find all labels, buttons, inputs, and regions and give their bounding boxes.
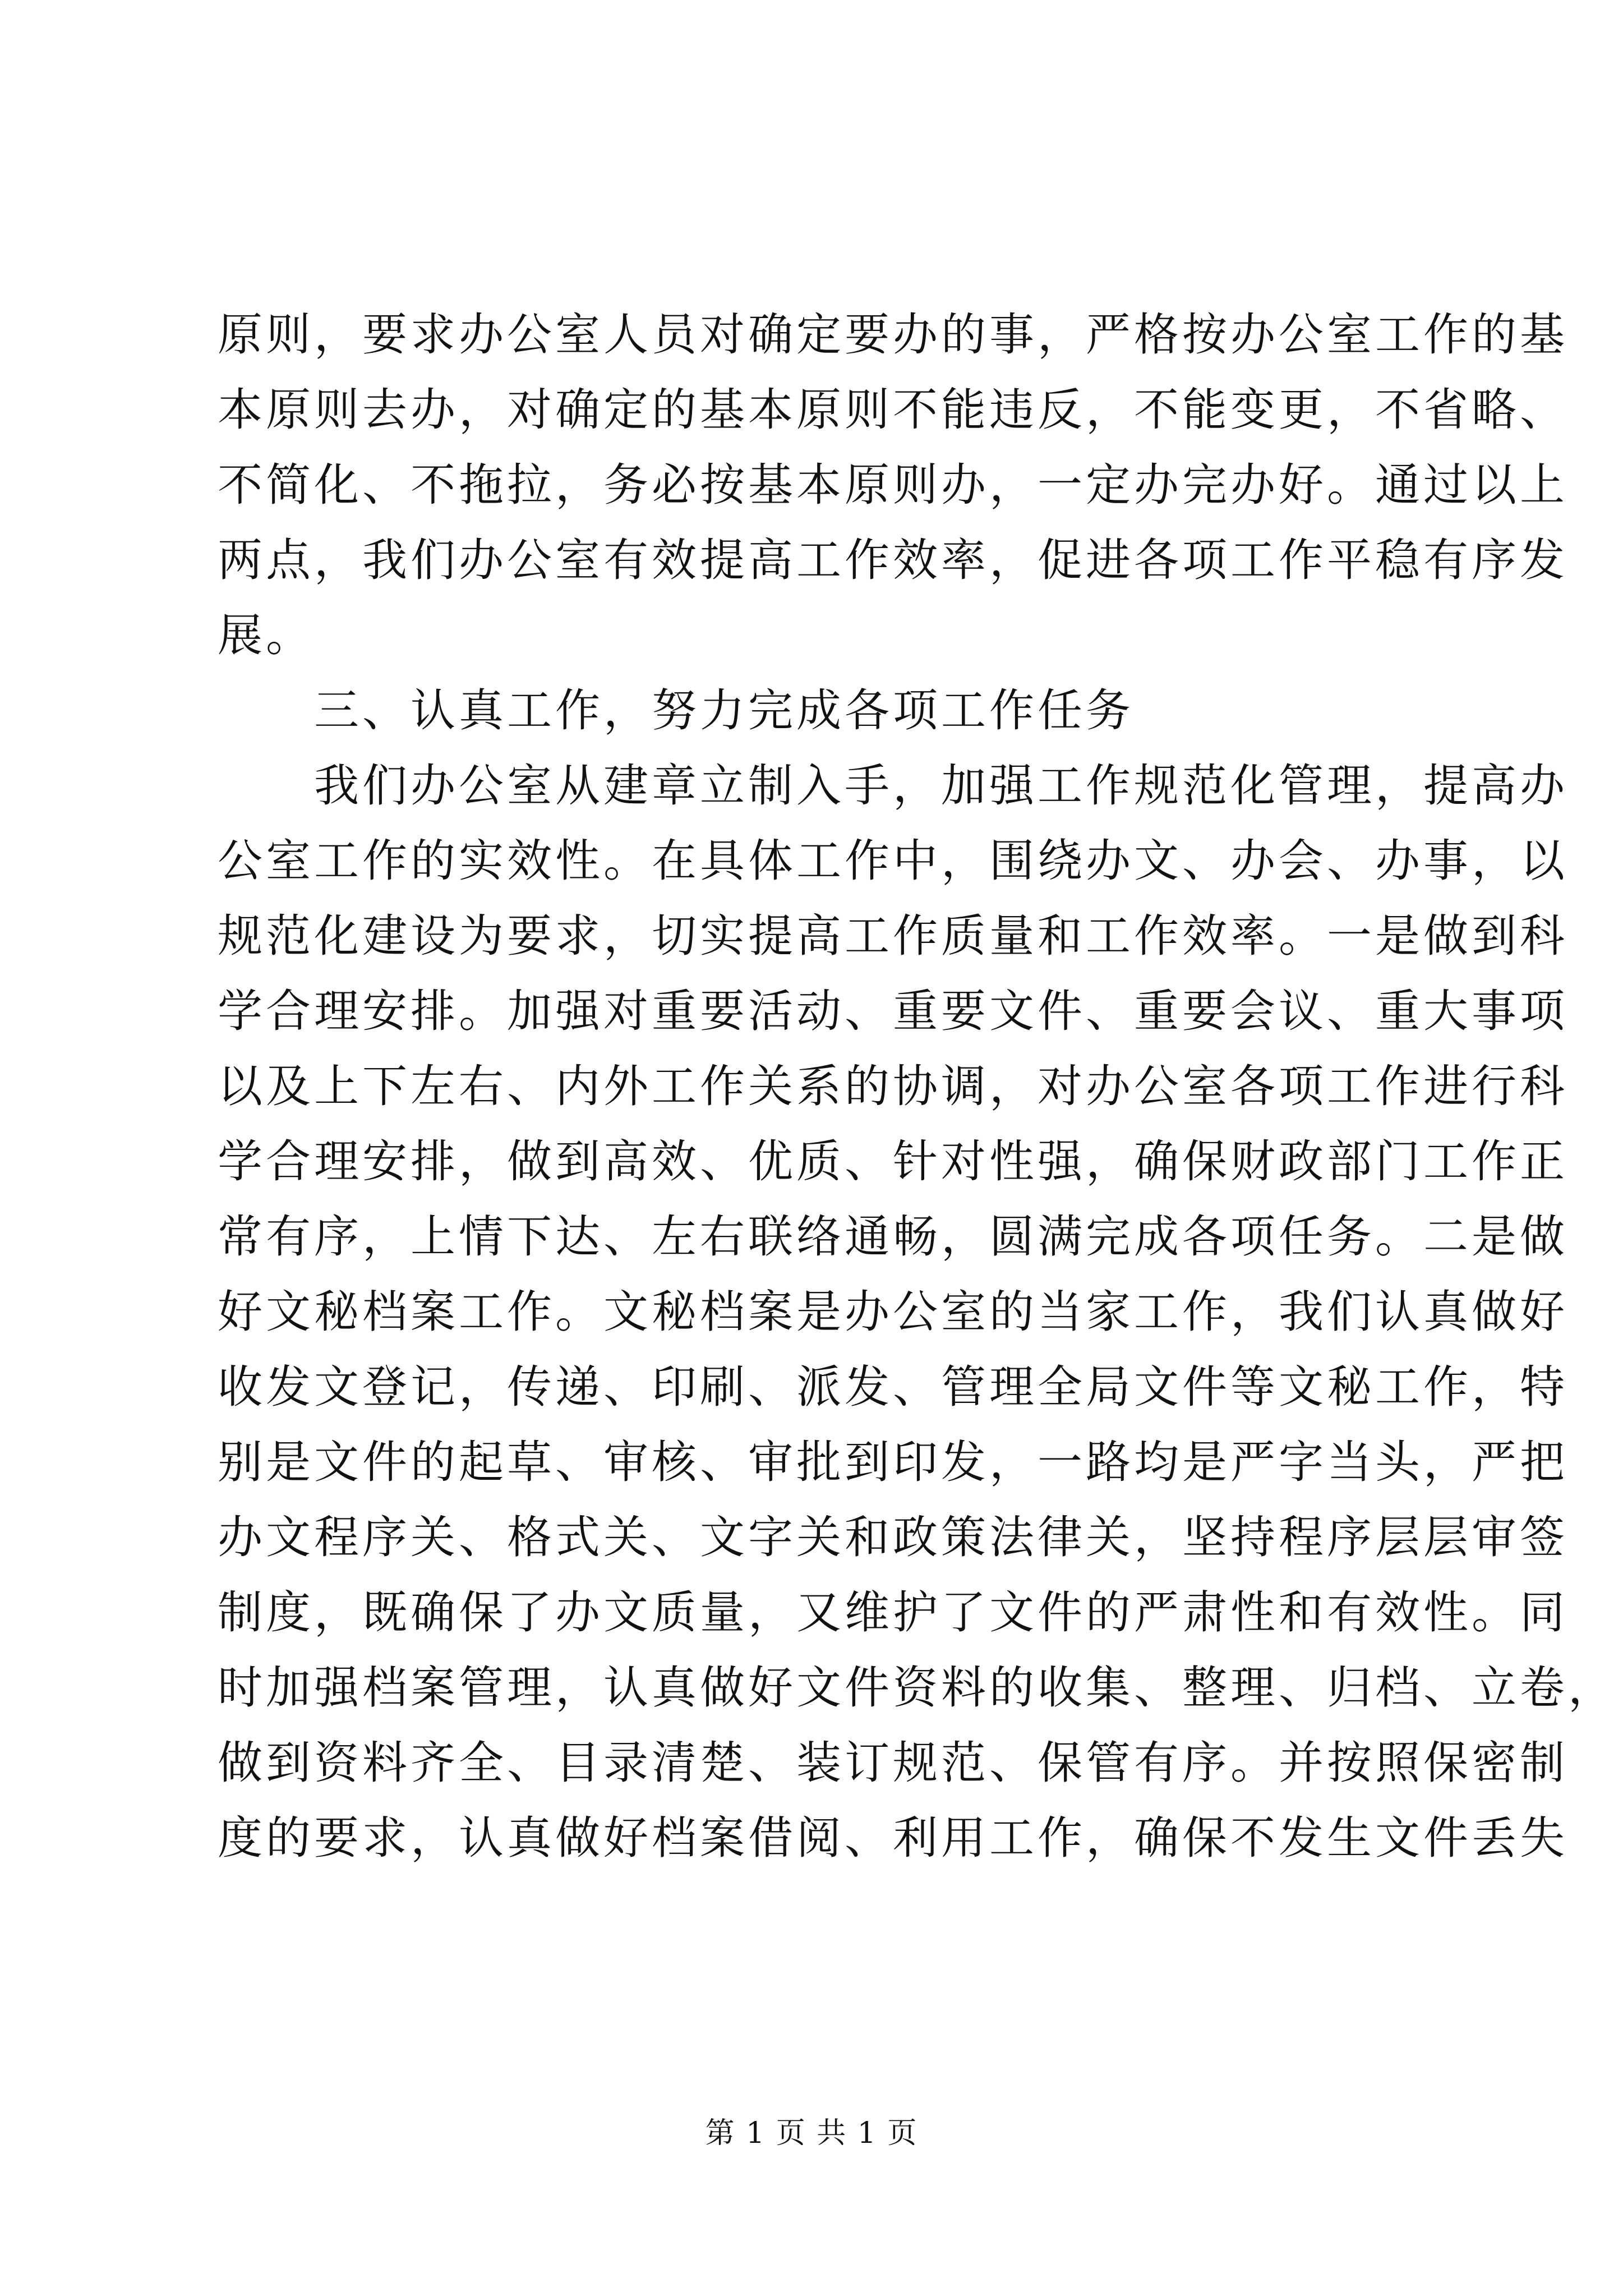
text-line: 办文程序关、格式关、文字关和政策法律关，坚持程序层层审签 <box>218 1511 1568 1563</box>
text-line: 本原则去办，对确定的基本原则不能违反，不能变更，不省略、 <box>218 384 1568 436</box>
text-line: 三、认真工作，努力完成各项工作任务 <box>218 684 1134 737</box>
text-line: 两点，我们办公室有效提高工作效率，促进各项工作平稳有序发 <box>218 534 1568 586</box>
text-line: 时加强档案管理，认真做好文件资料的收集、整理、归档、立卷， <box>218 1662 1616 1714</box>
text-line: 收发文登记，传递、印刷、派发、管理全局文件等文秘工作，特 <box>218 1361 1568 1413</box>
text-line: 以及上下左右、内外工作关系的协调，对办公室各项工作进行科 <box>218 1060 1568 1112</box>
text-line: 学合理安排。加强对重要活动、重要文件、重要会议、重大事项 <box>218 985 1568 1037</box>
text-line: 展。 <box>218 609 314 661</box>
text-line: 制度，既确保了办文质量，又维护了文件的严肃性和有效性。同 <box>218 1586 1568 1639</box>
text-line: 规范化建设为要求，切实提高工作质量和工作效率。一是做到科 <box>218 910 1568 962</box>
text-line: 原则，要求办公室人员对确定要办的事，严格按办公室工作的基 <box>218 309 1568 361</box>
text-line: 做到资料齐全、目录清楚、装订规范、保管有序。并按照保密制 <box>218 1737 1568 1789</box>
text-line: 我们办公室从建章立制入手，加强工作规范化管理，提高办 <box>218 760 1568 812</box>
text-line: 好文秘档案工作。文秘档案是办公室的当家工作，我们认真做好 <box>218 1286 1568 1338</box>
body-text <box>218 297 1616 1876</box>
text-line: 别是文件的起草、审核、审批到印发，一路均是严字当头，严把 <box>218 1436 1568 1488</box>
text-line: 常有序，上情下达、左右联络通畅，圆满完成各项任务。二是做 <box>218 1211 1568 1263</box>
text-line: 不简化、不拖拉，务必按基本原则办，一定办完办好。通过以上 <box>218 459 1568 511</box>
page-footer: 第 1 页 共 1 页 <box>705 2116 918 2150</box>
text-line: 学合理安排，做到高效、优质、针对性强，确保财政部门工作正 <box>218 1135 1568 1188</box>
text-line: 度的要求，认真做好档案借阅、利用工作，确保不发生文件丢失 <box>218 1812 1568 1864</box>
text-line: 公室工作的实效性。在具体工作中，围绕办文、办会、办事，以 <box>218 835 1568 887</box>
